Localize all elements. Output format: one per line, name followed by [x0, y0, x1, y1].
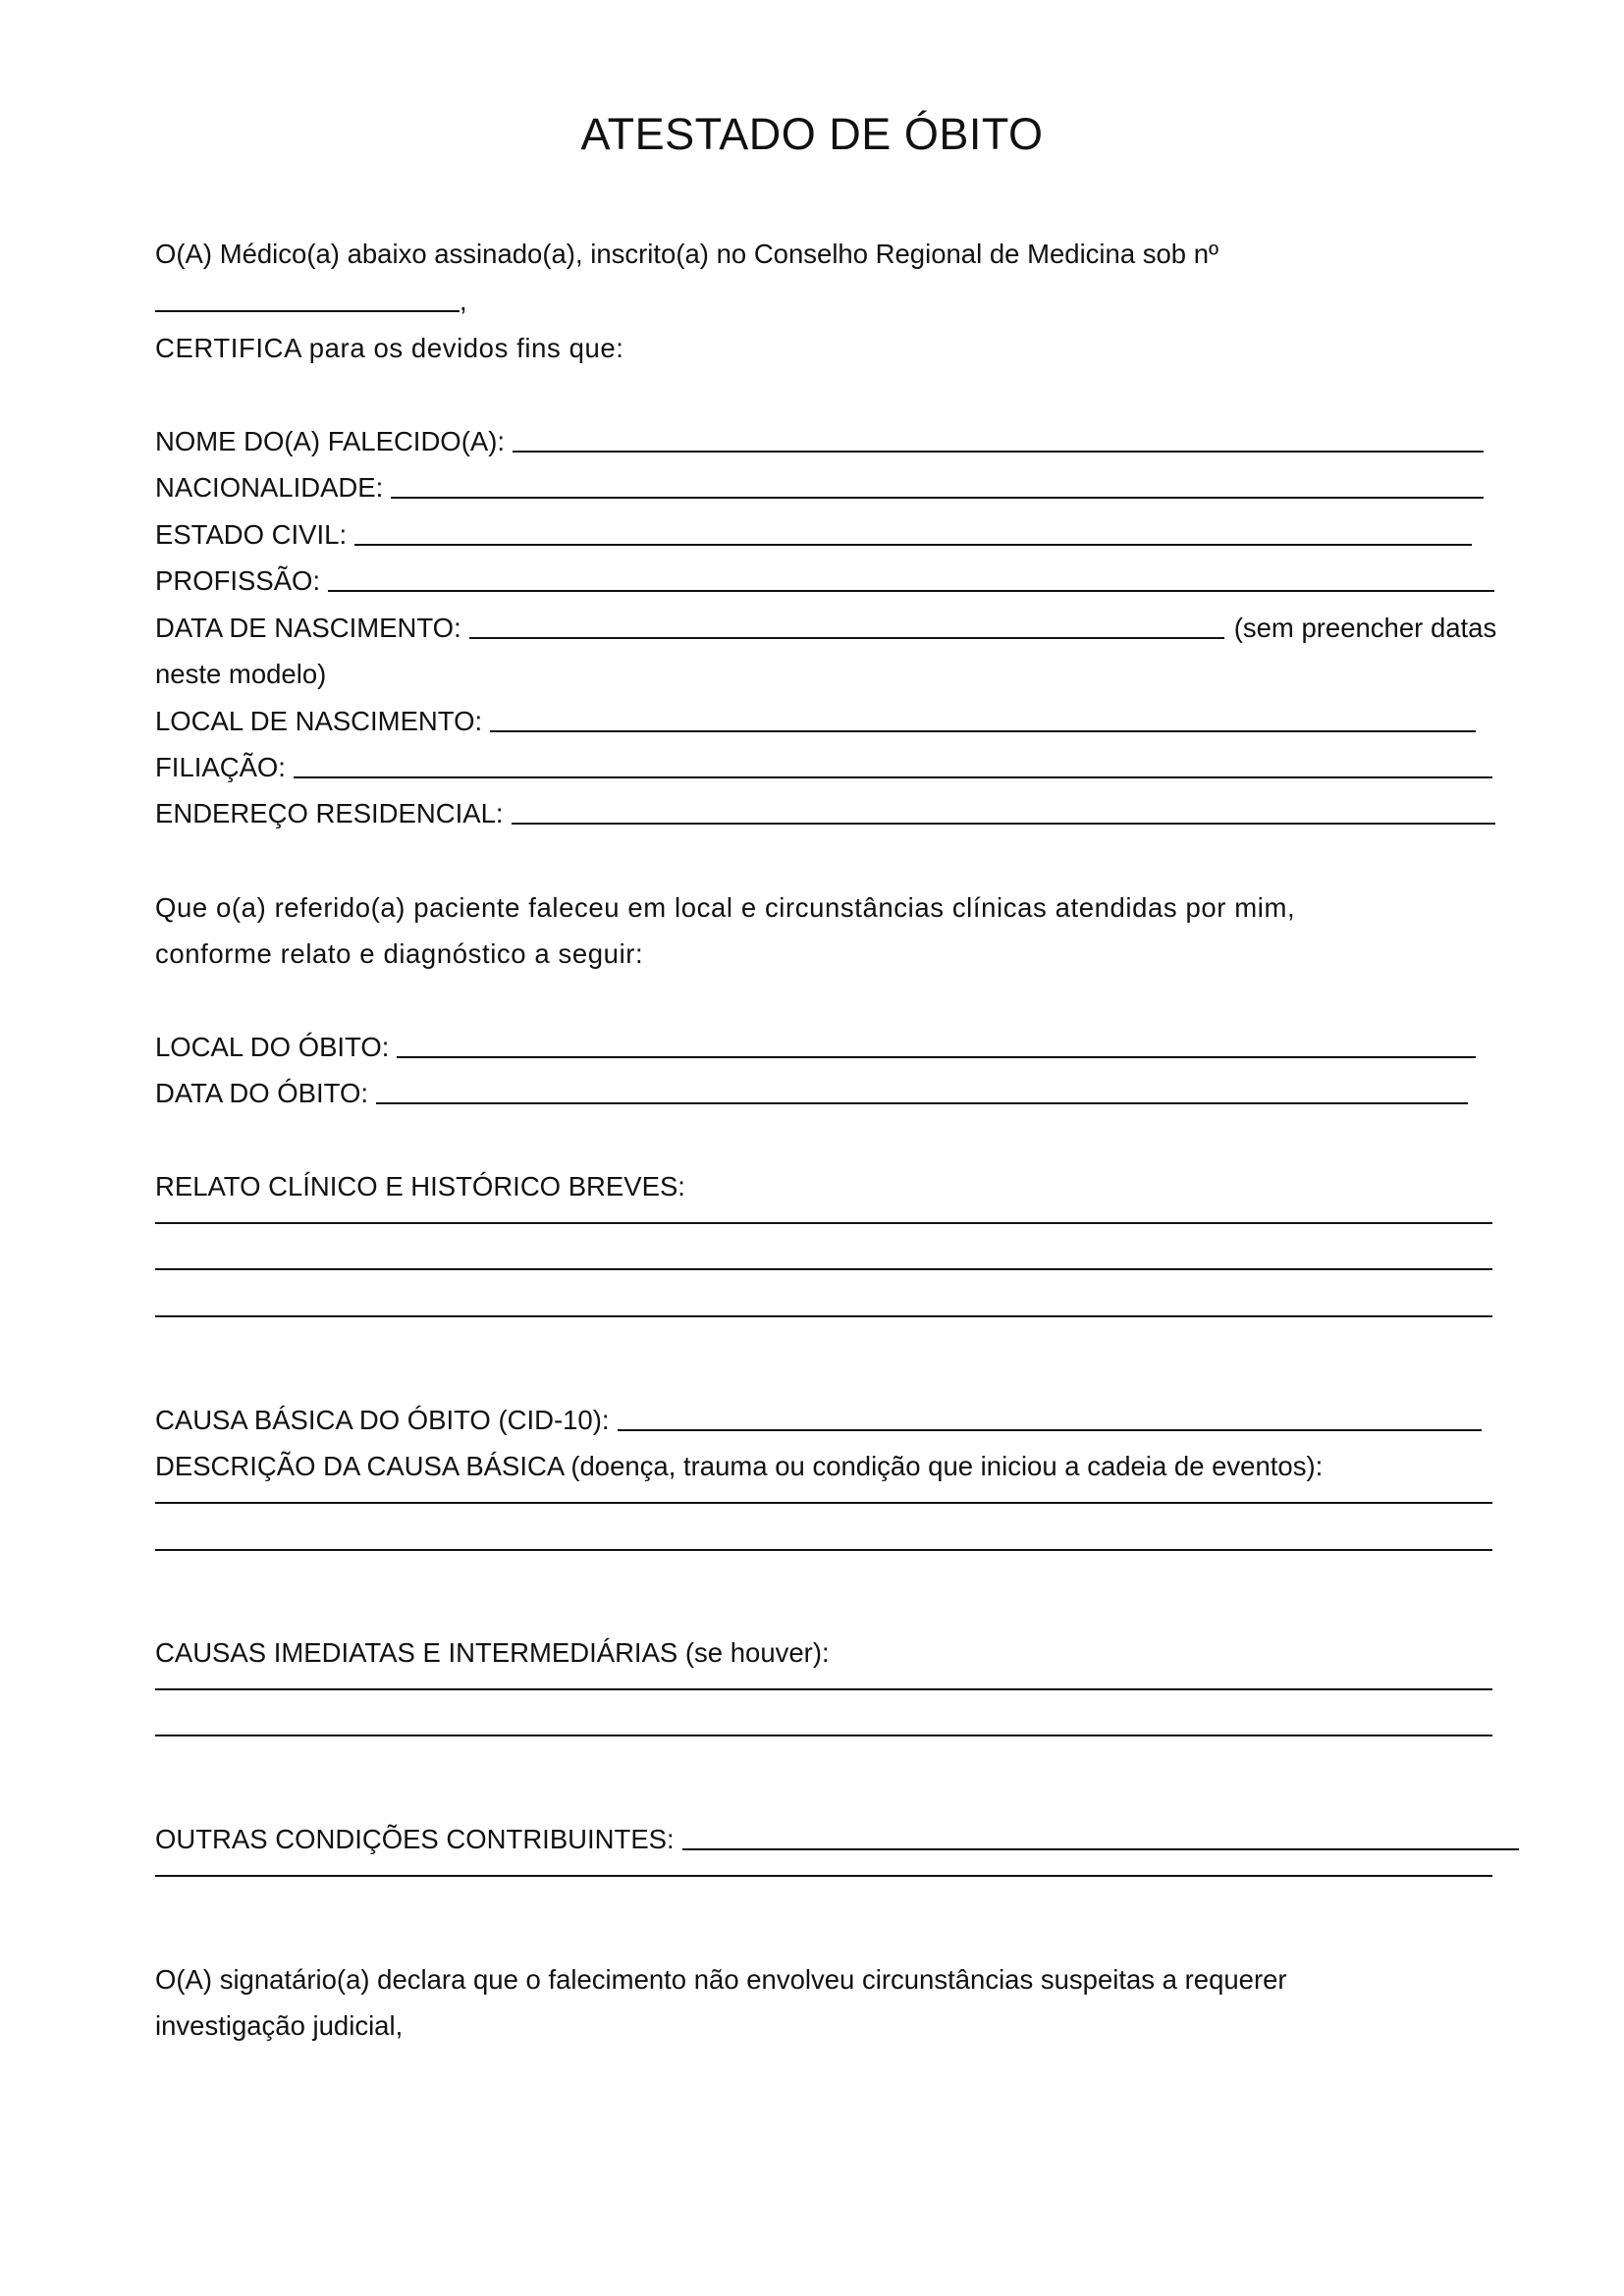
statement-text-1: Que o(a) referido(a) paciente faleceu em local e circunstâncias clínicas atendidas por mim, [155, 892, 1296, 923]
nome-line [155, 428, 1484, 455]
closing-line-2 [155, 2012, 403, 2040]
estado-civil-label: ESTADO CIVIL: [155, 519, 348, 550]
causa-descricao-field-2[interactable] [155, 1547, 1492, 1551]
imediatas-blank-line-1 [155, 1686, 1492, 1693]
imediatas-field-2[interactable] [155, 1733, 1492, 1736]
nacionalidade-label: NACIONALIDADE: [155, 472, 384, 503]
nacionalidade-line [155, 474, 1484, 502]
data-nascimento-line [155, 614, 1496, 642]
relato-field-3[interactable] [155, 1313, 1492, 1317]
imediatas-line [155, 1639, 830, 1667]
filiacao-field[interactable] [294, 774, 1492, 778]
page-title: ATESTADO DE ÓBITO [580, 109, 1044, 159]
data-obito-line [155, 1080, 1468, 1107]
data-nascimento-field[interactable] [469, 635, 1224, 639]
causa-basica-label: CAUSA BÁSICA DO ÓBITO (CID-10): [155, 1405, 610, 1435]
local-nascimento-line [155, 708, 1476, 735]
local-nascimento-field[interactable] [490, 728, 1476, 732]
statement-text-2: conforme relato e diagnóstico a seguir: [155, 938, 644, 969]
local-obito-field[interactable] [397, 1054, 1476, 1058]
profissao-field[interactable] [328, 588, 1494, 592]
closing-line-1 [155, 1966, 1287, 1994]
outras-field-2[interactable] [155, 1873, 1492, 1877]
data-nascimento-note-cont: neste modelo) [155, 659, 327, 689]
causa-basica-line [155, 1407, 1482, 1434]
relato-blank-line-2 [155, 1266, 1492, 1273]
outras-field-1[interactable] [682, 1846, 1519, 1850]
crm-suffix: , [460, 286, 467, 316]
causa-descricao-label: DESCRIÇÃO DA CAUSA BÁSICA (doença, trauma ou condição que iniciou a cadeia de eventos): [155, 1451, 1324, 1481]
causa-descricao-line [155, 1453, 1323, 1480]
endereco-label: ENDEREÇO RESIDENCIAL: [155, 798, 504, 828]
outras-blank-line-2 [155, 1873, 1492, 1880]
outras-label: OUTRAS CONDIÇÕES CONTRIBUINTES: [155, 1824, 675, 1854]
outras-line [155, 1826, 1519, 1853]
relato-field-1[interactable] [155, 1220, 1492, 1224]
imediatas-label: CAUSAS IMEDIATAS E INTERMEDIÁRIAS (se houver): [155, 1637, 830, 1668]
relato-field-2[interactable] [155, 1266, 1492, 1270]
relato-line [155, 1173, 685, 1201]
causa-basica-field[interactable] [618, 1427, 1482, 1431]
intro-text: O(A) Médico(a) abaixo assinado(a), inscrito(a) no Conselho Regional de Medicina sob nº [155, 239, 1219, 269]
data-obito-label: DATA DO ÓBITO: [155, 1078, 368, 1108]
closing-text-2: investigação judicial, [155, 2010, 404, 2041]
filiacao-label: FILIAÇÃO: [155, 752, 286, 782]
profissao-label: PROFISSÃO: [155, 565, 321, 596]
local-nascimento-label: LOCAL DE NASCIMENTO: [155, 706, 483, 736]
data-obito-field[interactable] [376, 1100, 1468, 1104]
filiacao-line [155, 754, 1492, 781]
causa-blank-line-1 [155, 1500, 1492, 1507]
causa-descricao-field-1[interactable] [155, 1500, 1492, 1504]
estado-civil-line [155, 521, 1472, 549]
data-nascimento-label: DATA DE NASCIMENTO: [155, 613, 461, 643]
local-obito-line [155, 1034, 1476, 1061]
causa-blank-line-2 [155, 1547, 1492, 1554]
estado-civil-field[interactable] [354, 542, 1472, 546]
profissao-line [155, 567, 1494, 595]
imediatas-blank-line-2 [155, 1733, 1492, 1739]
endereco-line [155, 800, 1495, 828]
data-nascimento-note: (sem preencher datas [1233, 613, 1497, 643]
crm-number-field[interactable] [155, 308, 460, 312]
statement-line-1 [155, 894, 1295, 922]
local-obito-label: LOCAL DO ÓBITO: [155, 1032, 390, 1062]
imediatas-field-1[interactable] [155, 1686, 1492, 1690]
intro-line [155, 240, 1218, 268]
relato-label: RELATO CLÍNICO E HISTÓRICO BREVES: [155, 1171, 685, 1201]
closing-text-1: O(A) signatário(a) declara que o falecimento não envolveu circunstâncias suspeitas a requerer [155, 1964, 1287, 1995]
certifica-text: CERTIFICA para os devidos fins que: [155, 333, 624, 363]
crm-number-line [155, 288, 467, 315]
data-nascimento-note-line [155, 661, 326, 688]
statement-line-2 [155, 940, 643, 968]
relato-blank-line-1 [155, 1220, 1492, 1227]
nome-field[interactable] [513, 449, 1484, 453]
nacionalidade-field[interactable] [391, 495, 1484, 499]
nome-label: NOME DO(A) FALECIDO(A): [155, 426, 505, 456]
certifica-line [155, 335, 624, 362]
relato-blank-line-3 [155, 1313, 1492, 1320]
endereco-field[interactable] [512, 821, 1495, 825]
